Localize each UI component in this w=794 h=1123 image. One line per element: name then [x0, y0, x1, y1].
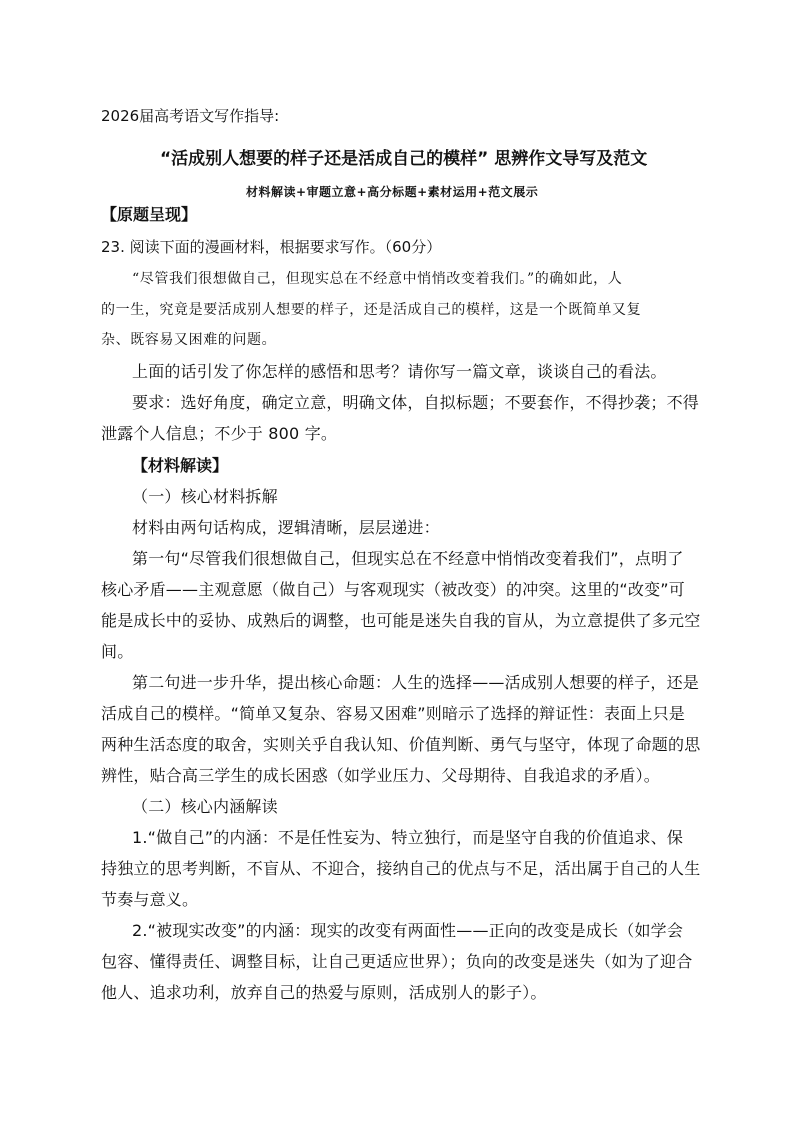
para1-line-4: 间。 — [101, 642, 134, 661]
para2-line-3: 两种生活态度的取舍，实则关乎自我认知、价值判断、勇气与坚守，体现了命题的思 — [101, 735, 701, 754]
quote-line-3: 杂、既容易又困难的问题。 — [101, 332, 277, 348]
item1-line-3: 节奏与意义。 — [101, 890, 199, 909]
para2-line-2: 活成自己的模样。“简单又复杂、容易又困难”则暗示了选择的辩证性：表面上只是 — [101, 704, 685, 723]
item2-line-3: 他人、追求功利，放弃自己的热爱与原则，活成别人的影子）。 — [101, 983, 547, 1002]
para1-line-1: 第一句“尽管我们很想做自己，但现实总在不经意中悄悄改变着我们”，点明了 — [132, 549, 684, 568]
material-analysis-heading: 【材料解读】 — [132, 456, 229, 475]
intro-line: 2026届高考语文写作指导: — [101, 107, 280, 125]
question-prompt: 23. 阅读下面的漫画材料，根据要求写作。（60分） — [101, 238, 442, 256]
requirement-line-2: 泄露个人信息；不少于 800 字。 — [101, 424, 338, 443]
item2-line-2: 包容、懂得责任、调整目标，让自己更适应世界）；负向的改变是迷失（如为了迎合 — [101, 952, 693, 971]
question-instruction: 上面的话引发了你怎样的感悟和思考？请你写一篇文章，谈谈自己的看法。 — [132, 362, 667, 381]
section-1-title: （一）核心材料拆解 — [132, 487, 278, 506]
quote-line-2: 的一生，究竟是要活成别人想要的样子，还是活成自己的模样，这是一个既简单又复 — [101, 302, 642, 318]
para2-line-1: 第二句进一步升华，提出核心命题：人生的选择——活成别人想要的样子，还是 — [132, 673, 700, 692]
item2-line-1: 2.“被现实改变”的内涵：现实的改变有两面性——正向的改变是成长（如学会 — [132, 921, 684, 940]
para1-line-2: 核心矛盾——主观意愿（做自己）与客观现实（被改变）的冲突。这里的“改变”可 — [101, 580, 685, 599]
quote-line-1: “尽管我们很想做自己，但现实总在不经意中悄悄改变着我们。”的确如此，人 — [132, 271, 623, 287]
document-subtitle: 材料解读+审题立意+高分标题+素材运用+范文展示 — [246, 185, 539, 199]
para2-line-4: 辨性，贴合高三学生的成长困惑（如学业压力、父母期待、自我追求的矛盾）。 — [101, 766, 661, 785]
para1-line-3: 能是成长中的妥协、成熟后的调整，也可能是迷失自我的盲从，为立意提供了多元空 — [101, 611, 701, 630]
requirement-line-1: 要求：选好角度，确定立意，明确文体，自拟标题；不要套作，不得抄袭；不得 — [132, 393, 700, 412]
item1-line-1: 1.“做自己”的内涵：不是任性妄为、特立独行，而是坚守自我的价值追求、保 — [132, 828, 684, 847]
item1-line-2: 持独立的思考判断，不盲从、不迎合，接纳自己的优点与不足，活出属于自己的人生 — [101, 859, 701, 878]
document-title: “活成别人想要的样子还是活成自己的模样” 思辨作文导写及范文 — [160, 149, 648, 169]
section-1-intro: 材料由两句话构成，逻辑清晰，层层递进： — [132, 518, 440, 537]
original-question-heading: 【原题呈现】 — [101, 205, 198, 224]
section-2-title: （二）核心内涵解读 — [132, 797, 278, 816]
